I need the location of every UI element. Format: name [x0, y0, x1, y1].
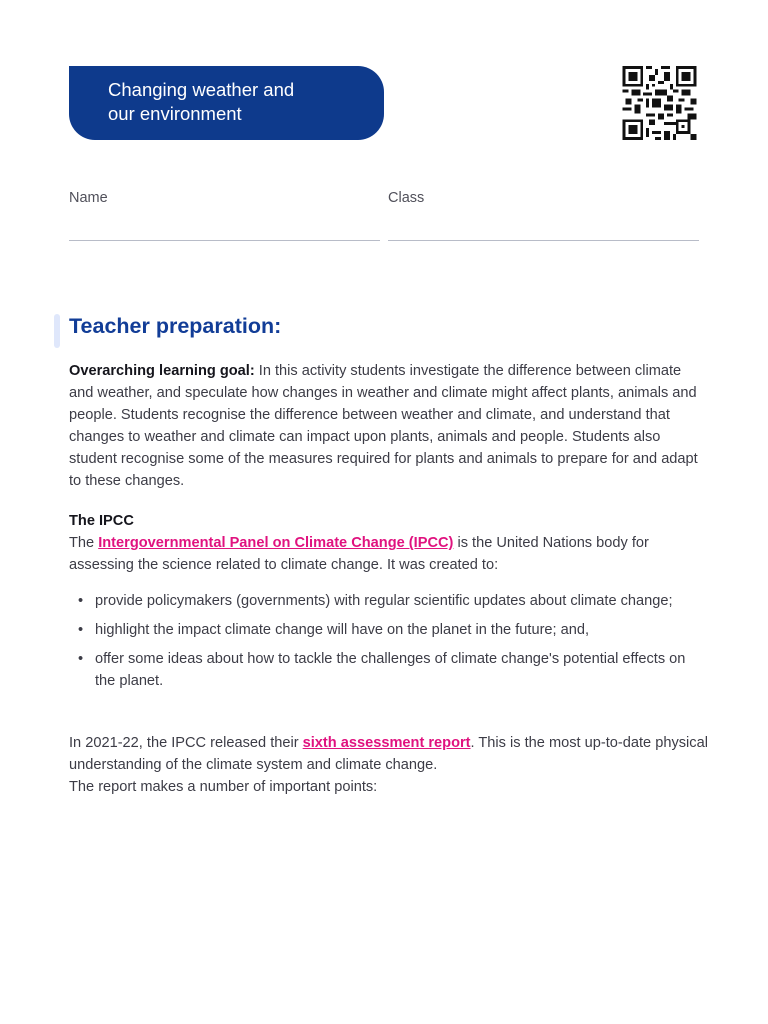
report-line2: The report makes a number of important points: — [69, 779, 378, 795]
qr-code-icon[interactable] — [621, 66, 698, 140]
class-line[interactable] — [388, 240, 699, 241]
report-paragraph — [69, 732, 709, 798]
learning-goal-paragraph — [69, 360, 709, 492]
learning-goal-label: Overarching learning goal: — [69, 363, 255, 379]
report-after: . This is the most up-to-date physical understanding of the climate system and climate change. — [69, 735, 708, 773]
report-before: In 2021-22, the IPCC released their — [69, 735, 303, 751]
class-label: Class — [388, 190, 425, 206]
ipcc-purposes-list — [69, 590, 689, 699]
list-item: • provide policymakers (governments) with regular scientific updates about climate change; — [69, 590, 689, 612]
ipcc-intro-before: The — [69, 535, 99, 551]
heading-accent-bar — [54, 314, 60, 348]
name-label: Name — [69, 190, 108, 206]
list-item: • offer some ideas about how to tackle the challenges of climate change's potential effects on the planet. — [69, 648, 689, 692]
title-banner — [69, 66, 384, 140]
name-line[interactable] — [69, 240, 380, 241]
learning-goal-text: In this activity students investigate the difference between climate and weather, and speculate how changes in weather and climate might affect plants, animals and people. Students recognise the difference between weather and climate, and understand that changes to weather and climate can impact upon plants, animals and people. Students also student recognise some of the measures required for plants and animals to prepare for and adapt to these changes. — [69, 363, 698, 489]
section-heading: Teacher preparation: — [69, 314, 282, 338]
ipcc-intro-after: is the United Nations body for assessing the science related to climate change. It was created to: — [69, 535, 649, 573]
ipcc-link[interactable]: Intergovernmental Panel on Climate Change (IPCC) — [98, 535, 454, 551]
title-line-1: Changing weather and — [108, 79, 295, 100]
ipcc-heading: The IPCC — [69, 513, 134, 529]
title-line-2: our environment — [108, 103, 242, 124]
ipcc-intro — [69, 532, 709, 576]
report-link[interactable]: sixth assessment report — [302, 735, 471, 751]
list-item: • highlight the impact climate change will have on the planet in the future; and, — [69, 619, 689, 641]
